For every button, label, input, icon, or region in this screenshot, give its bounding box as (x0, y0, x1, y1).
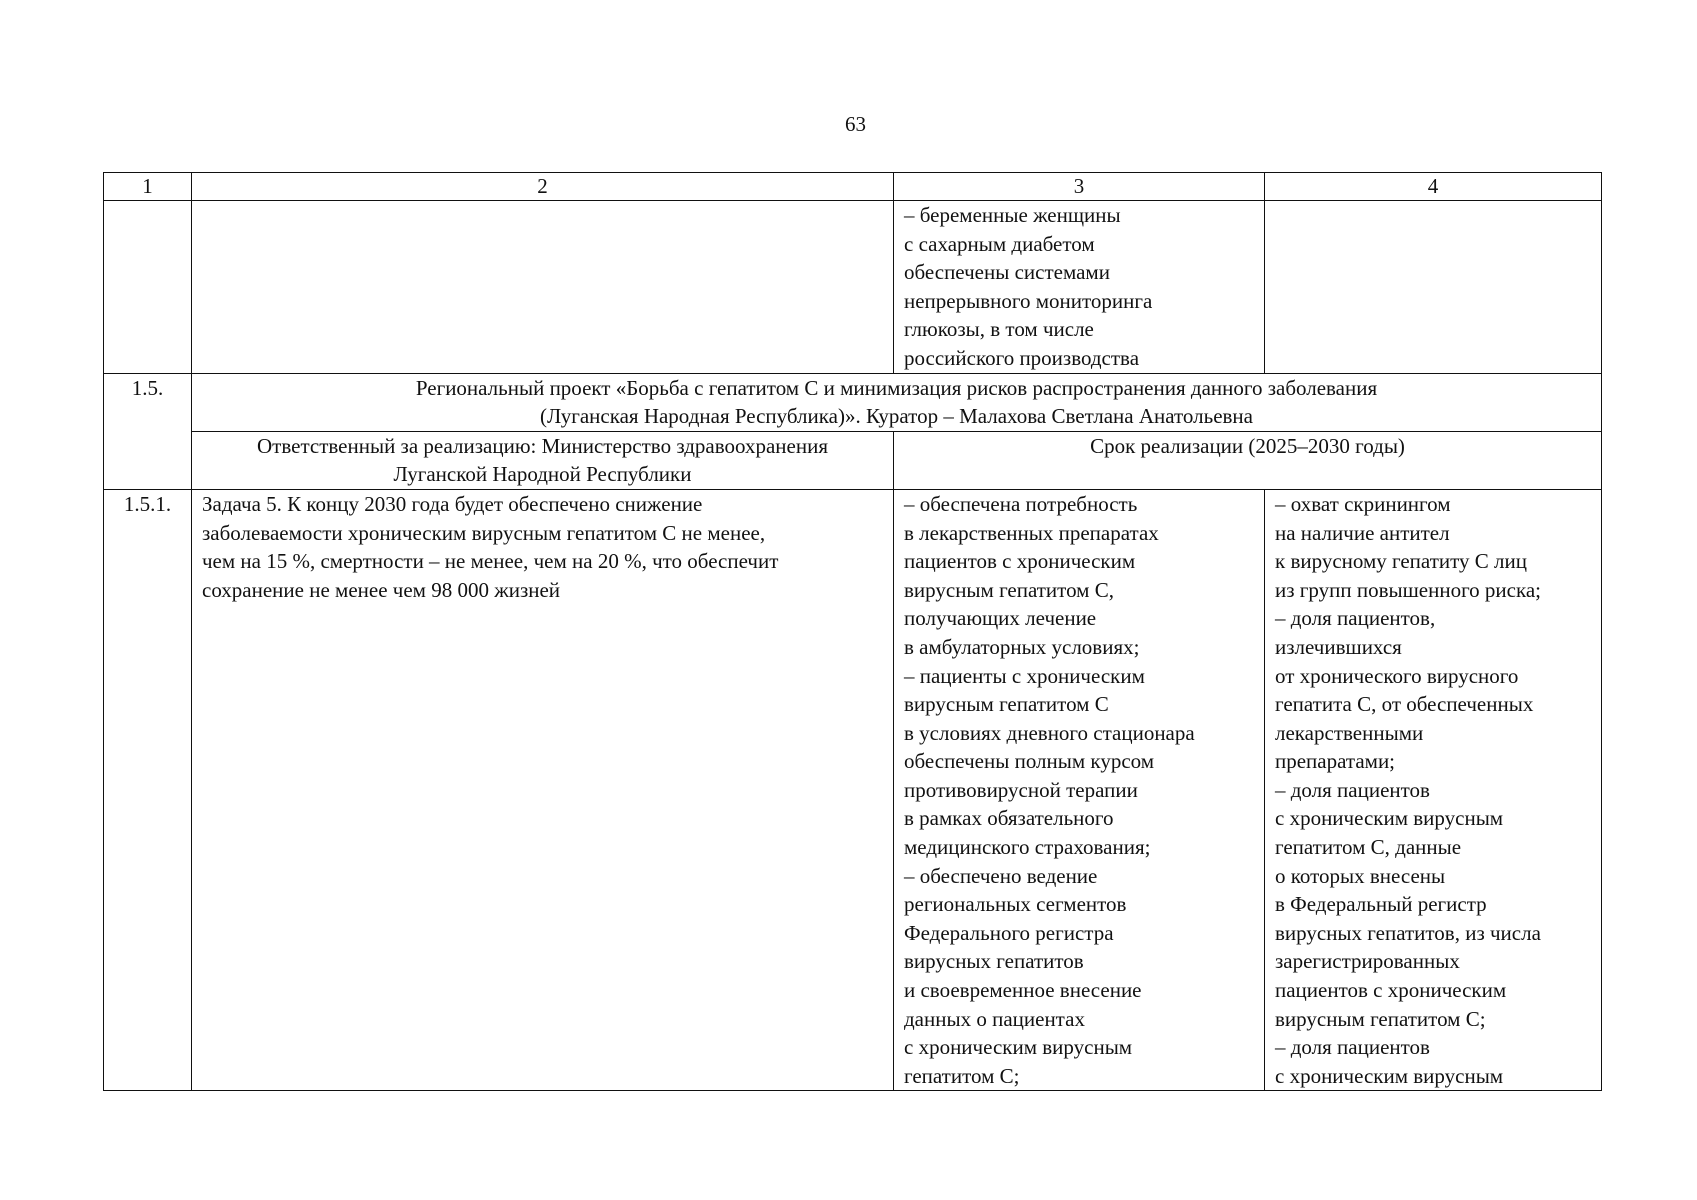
continuation-row (104, 201, 1602, 374)
continuation-task-cell (192, 201, 894, 374)
continuation-indicators-cell (1265, 201, 1602, 374)
header-col-4: 4 (1265, 173, 1602, 201)
task-effects: – обеспечена потребность в лекарственных препаратах пациентов с хроническим вирусным гепатитом С, получающих лечение в амбулаторных условиях; – пациенты с хроническим вирусным гепатитом С в условиях дневного стационара обеспечены полным курсом противовирусной терапии в рамках обязательного медицинского страхования; – обеспечено ведение региональных сегментов Федерального регистра вирусных гепатитов и своевременное внесение данных о пациентах с хроническим вирусным гепатитом С; (894, 489, 1265, 1090)
project-title: Региональный проект «Борьба с гепатитом С и минимизация рисков распространения данного заболевания (Луганская Народная Республика)». Куратор – Малахова Светлана Анатольевна (192, 373, 1602, 431)
project-number: 1.5. (104, 373, 192, 489)
continuation-effects-cell: – беременные женщины с сахарным диабетом обеспечены системами непрерывного мониторинга глюкозы, в том числе российского производства (894, 201, 1265, 374)
continuation-number-cell (104, 201, 192, 374)
task-description: Задача 5. К концу 2030 года будет обеспечено снижение заболеваемости хроническим вирусным гепатитом С не менее, чем на 15 %, смертности – не менее, чем на 20 %, что обеспечит сохранение не менее чем 98 000 жизней (192, 489, 894, 1090)
header-col-2: 2 (192, 173, 894, 201)
task-row (104, 489, 1602, 1090)
project-title-row (104, 373, 1602, 431)
project-term: Срок реализации (2025–2030 годы) (894, 431, 1602, 489)
table-header-row (104, 173, 1602, 201)
header-col-3: 3 (894, 173, 1265, 201)
task-indicators: – охват скринингом на наличие антител к вирусному гепатиту С лиц из групп повышенного риска; – доля пациентов, излечившихся от хронического вирусного гепатита С, от обеспеченных лекарственными препаратами; – доля пациентов с хроническим вирусным гепатитом С, данные о которых внесены в Федеральный регистр вирусных гепатитов, из числа зарегистрированных пациентов с хроническим вирусным гепатитом С; – доля пациентов с хроническим вирусным (1265, 489, 1602, 1090)
project-responsible: Ответственный за реализацию: Министерство здравоохранения Луганской Народной Республики (192, 431, 894, 489)
page-number: 63 (845, 112, 866, 136)
project-meta-row (104, 431, 1602, 489)
plan-table (103, 172, 1602, 1091)
header-col-1: 1 (104, 173, 192, 201)
task-number: 1.5.1. (104, 489, 192, 1090)
